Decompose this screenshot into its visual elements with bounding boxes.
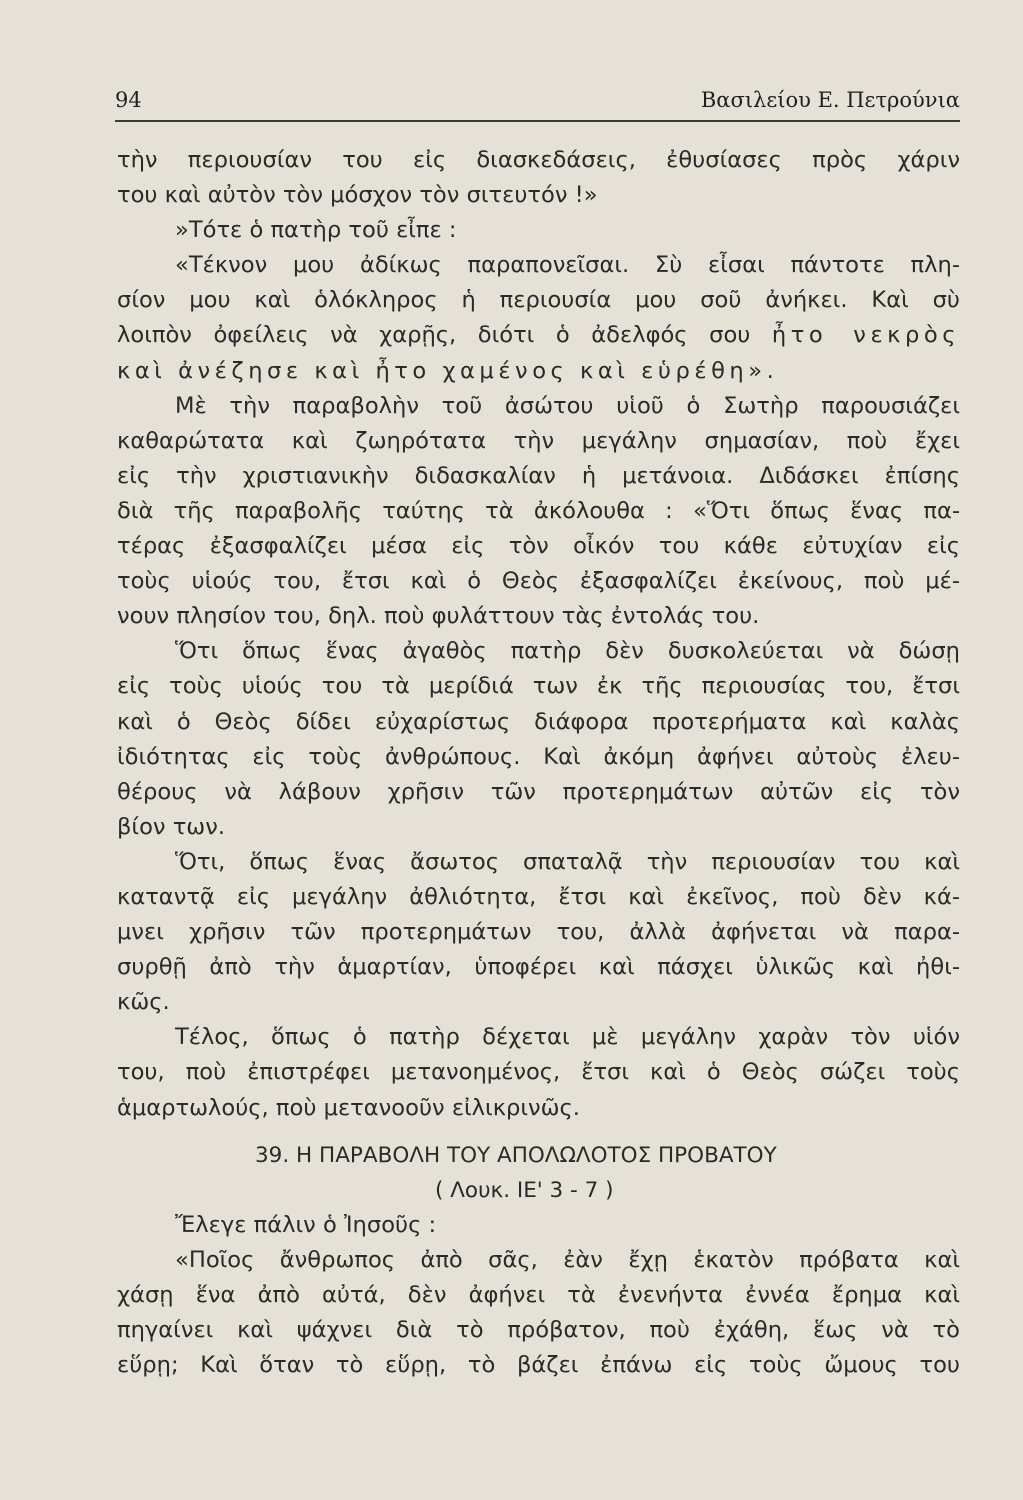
text-line: κῶς. (117, 989, 170, 1016)
text-line: «Ποῖος ἄνθρωπος ἀπὸ σᾶς, ἐὰν ἔχῃ ἑκατὸν πρόβατα καὶ (175, 1246, 960, 1273)
text-line: νουν πλησίον του, δηλ. ποὺ φυλάττουν τὰς ἐντολάς του. (117, 603, 760, 630)
scripture-reference: ( Λουκ. ΙΕ' 3 - 7 ) (435, 1177, 614, 1203)
text-line: εὕρῃ; Καὶ ὅταν τὸ εὕρῃ, τὸ βάζει ἐπάνω εἰς τοὺς ὤμους του (117, 1352, 960, 1379)
text-line: πηγαίνει καὶ ψάχνει διὰ τὸ πρόβατον, ποὺ ἐχάθη, ἕως νὰ τὸ (117, 1317, 960, 1344)
text-line: »Τότε ὁ πατὴρ τοῦ εἶπε : (175, 217, 457, 244)
emphasized-text: ἦτο νεκρὸς (771, 322, 960, 349)
text-line: Ὅτι, ὅπως ἕνας ἄσωτος σπαταλᾷ τὴν περιουσίαν του καὶ (175, 848, 960, 875)
text-line: χάσῃ ἕνα ἀπὸ αὐτά, δὲν ἀφήνει τὰ ἐνενήντα ἐννέα ἔρημα καὶ (117, 1282, 960, 1308)
text-line: σίον μου καὶ ὁλόκληρος ἡ περιουσία μου σοῦ ἀνήκει. Καὶ σὺ (117, 287, 960, 314)
text-line: τέρας ἐξασφαλίζει μέσα εἰς τὸν οἶκόν του κάθε εὐτυχίαν εἰς (117, 533, 960, 560)
running-head: Βασιλείου Ε. Πετρούνια (700, 88, 960, 112)
text-line: καταντᾷ εἰς μεγάλην ἀθλιότητα, ἔτσι καὶ ἐκεῖνος, ποὺ δὲν κά- (117, 883, 960, 910)
text-line: βίον των. (117, 813, 226, 840)
text-line: θέρους νὰ λάβουν χρῆσιν τῶν προτερημάτων αὐτῶν εἰς τὸν (117, 778, 960, 805)
text-line: Μὲ τὴν παραβολὴν τοῦ ἀσώτου υἱοῦ ὁ Σωτὴρ παρουσιάζει (175, 392, 960, 419)
text-line: τοὺς υἱούς του, ἔτσι καὶ ὁ Θεὸς ἐξασφαλίζει ἐκείνους, ποὺ μέ- (117, 568, 960, 595)
text-line: ἰδιότητας εἰς τοὺς ἀνθρώπους. Καὶ ἀκόμη ἀφήνει αὐτοὺς ἐλευ- (117, 743, 960, 770)
text-line: συρθῇ ἀπὸ τὴν ἁμαρτίαν, ὑποφέρει καὶ πάσχει ὑλικῶς καὶ ἠθι- (117, 954, 960, 981)
page-body (117, 143, 960, 1383)
text-line: καὶ ὁ Θεὸς δίδει εὐχαρίστως διάφορα προτερήματα καὶ καλὰς (117, 708, 960, 735)
text-line: τὴν περιουσίαν του εἰς διασκεδάσεις, ἐθυσίασες πρὸς χάριν (117, 147, 960, 173)
text-line: ἁμαρτωλούς, ποὺ μετανοοῦν εἰλικρινῶς. (117, 1094, 580, 1121)
text-line: «Τέκνον μου ἀδίκως παραπονεῖσαι. Σὺ εἶσαι πάντοτε πλη- (175, 252, 960, 279)
text-line: του καὶ αὐτὸν τὸν μόσχον τὸν σιτευτόν !» (117, 182, 598, 209)
text-line: Ὅτι ὅπως ἕνας ἀγαθὸς πατὴρ δὲν δυσκολεύεται νὰ δώσῃ (175, 638, 960, 665)
page-header (115, 84, 960, 122)
text-line: διὰ τῆς παραβολῆς ταύτης τὰ ἀκόλουθα : «Ὅτι ὅπως ἕνας πα- (117, 497, 960, 524)
emphasized-line: καὶ ἀνέζησε καὶ ἦτο χαμένος καὶ εὑρέθη». (117, 357, 779, 384)
text-line: εἰς τοὺς υἱούς του τὰ μερίδιά των ἐκ τῆς περιουσίας του, ἔτσι (117, 673, 960, 700)
text-line: Ἔλεγε πάλιν ὁ Ἰησοῦς : (175, 1211, 437, 1238)
text-line: Τέλος, ὅπως ὁ πατὴρ δέχεται μὲ μεγάλην χαρὰν τὸν υἱόν (175, 1024, 960, 1051)
text-line: του, ποὺ ἐπιστρέφει μετανοημένος, ἔτσι καὶ ὁ Θεὸς σώζει τοὺς (117, 1059, 960, 1086)
text-line (117, 318, 960, 353)
section-heading: 39. Η ΠΑΡΑΒΟΛΗ ΤΟΥ ΑΠΟΛΩΛΟΤΟΣ ΠΡΟΒΑΤΟΥ (255, 1142, 777, 1168)
page-number: 94 (115, 88, 142, 112)
text-line: μνει χρῆσιν τῶν προτερημάτων του, ἀλλὰ ἀφήνεται νὰ παρα- (117, 919, 960, 946)
text-line: καθαρώτατα καὶ ζωηρότατα τὴν μεγάλην σημασίαν, ποὺ ἔχει (117, 427, 960, 454)
text-line: εἰς τὴν χριστιανικὴν διδασκαλίαν ἡ μετάνοια. Διδάσκει ἐπίσης (117, 462, 960, 489)
text-segment: λοιπὸν ὀφείλεις νὰ χαρῇς, διότι ὁ ἀδελφός σου (117, 322, 751, 349)
